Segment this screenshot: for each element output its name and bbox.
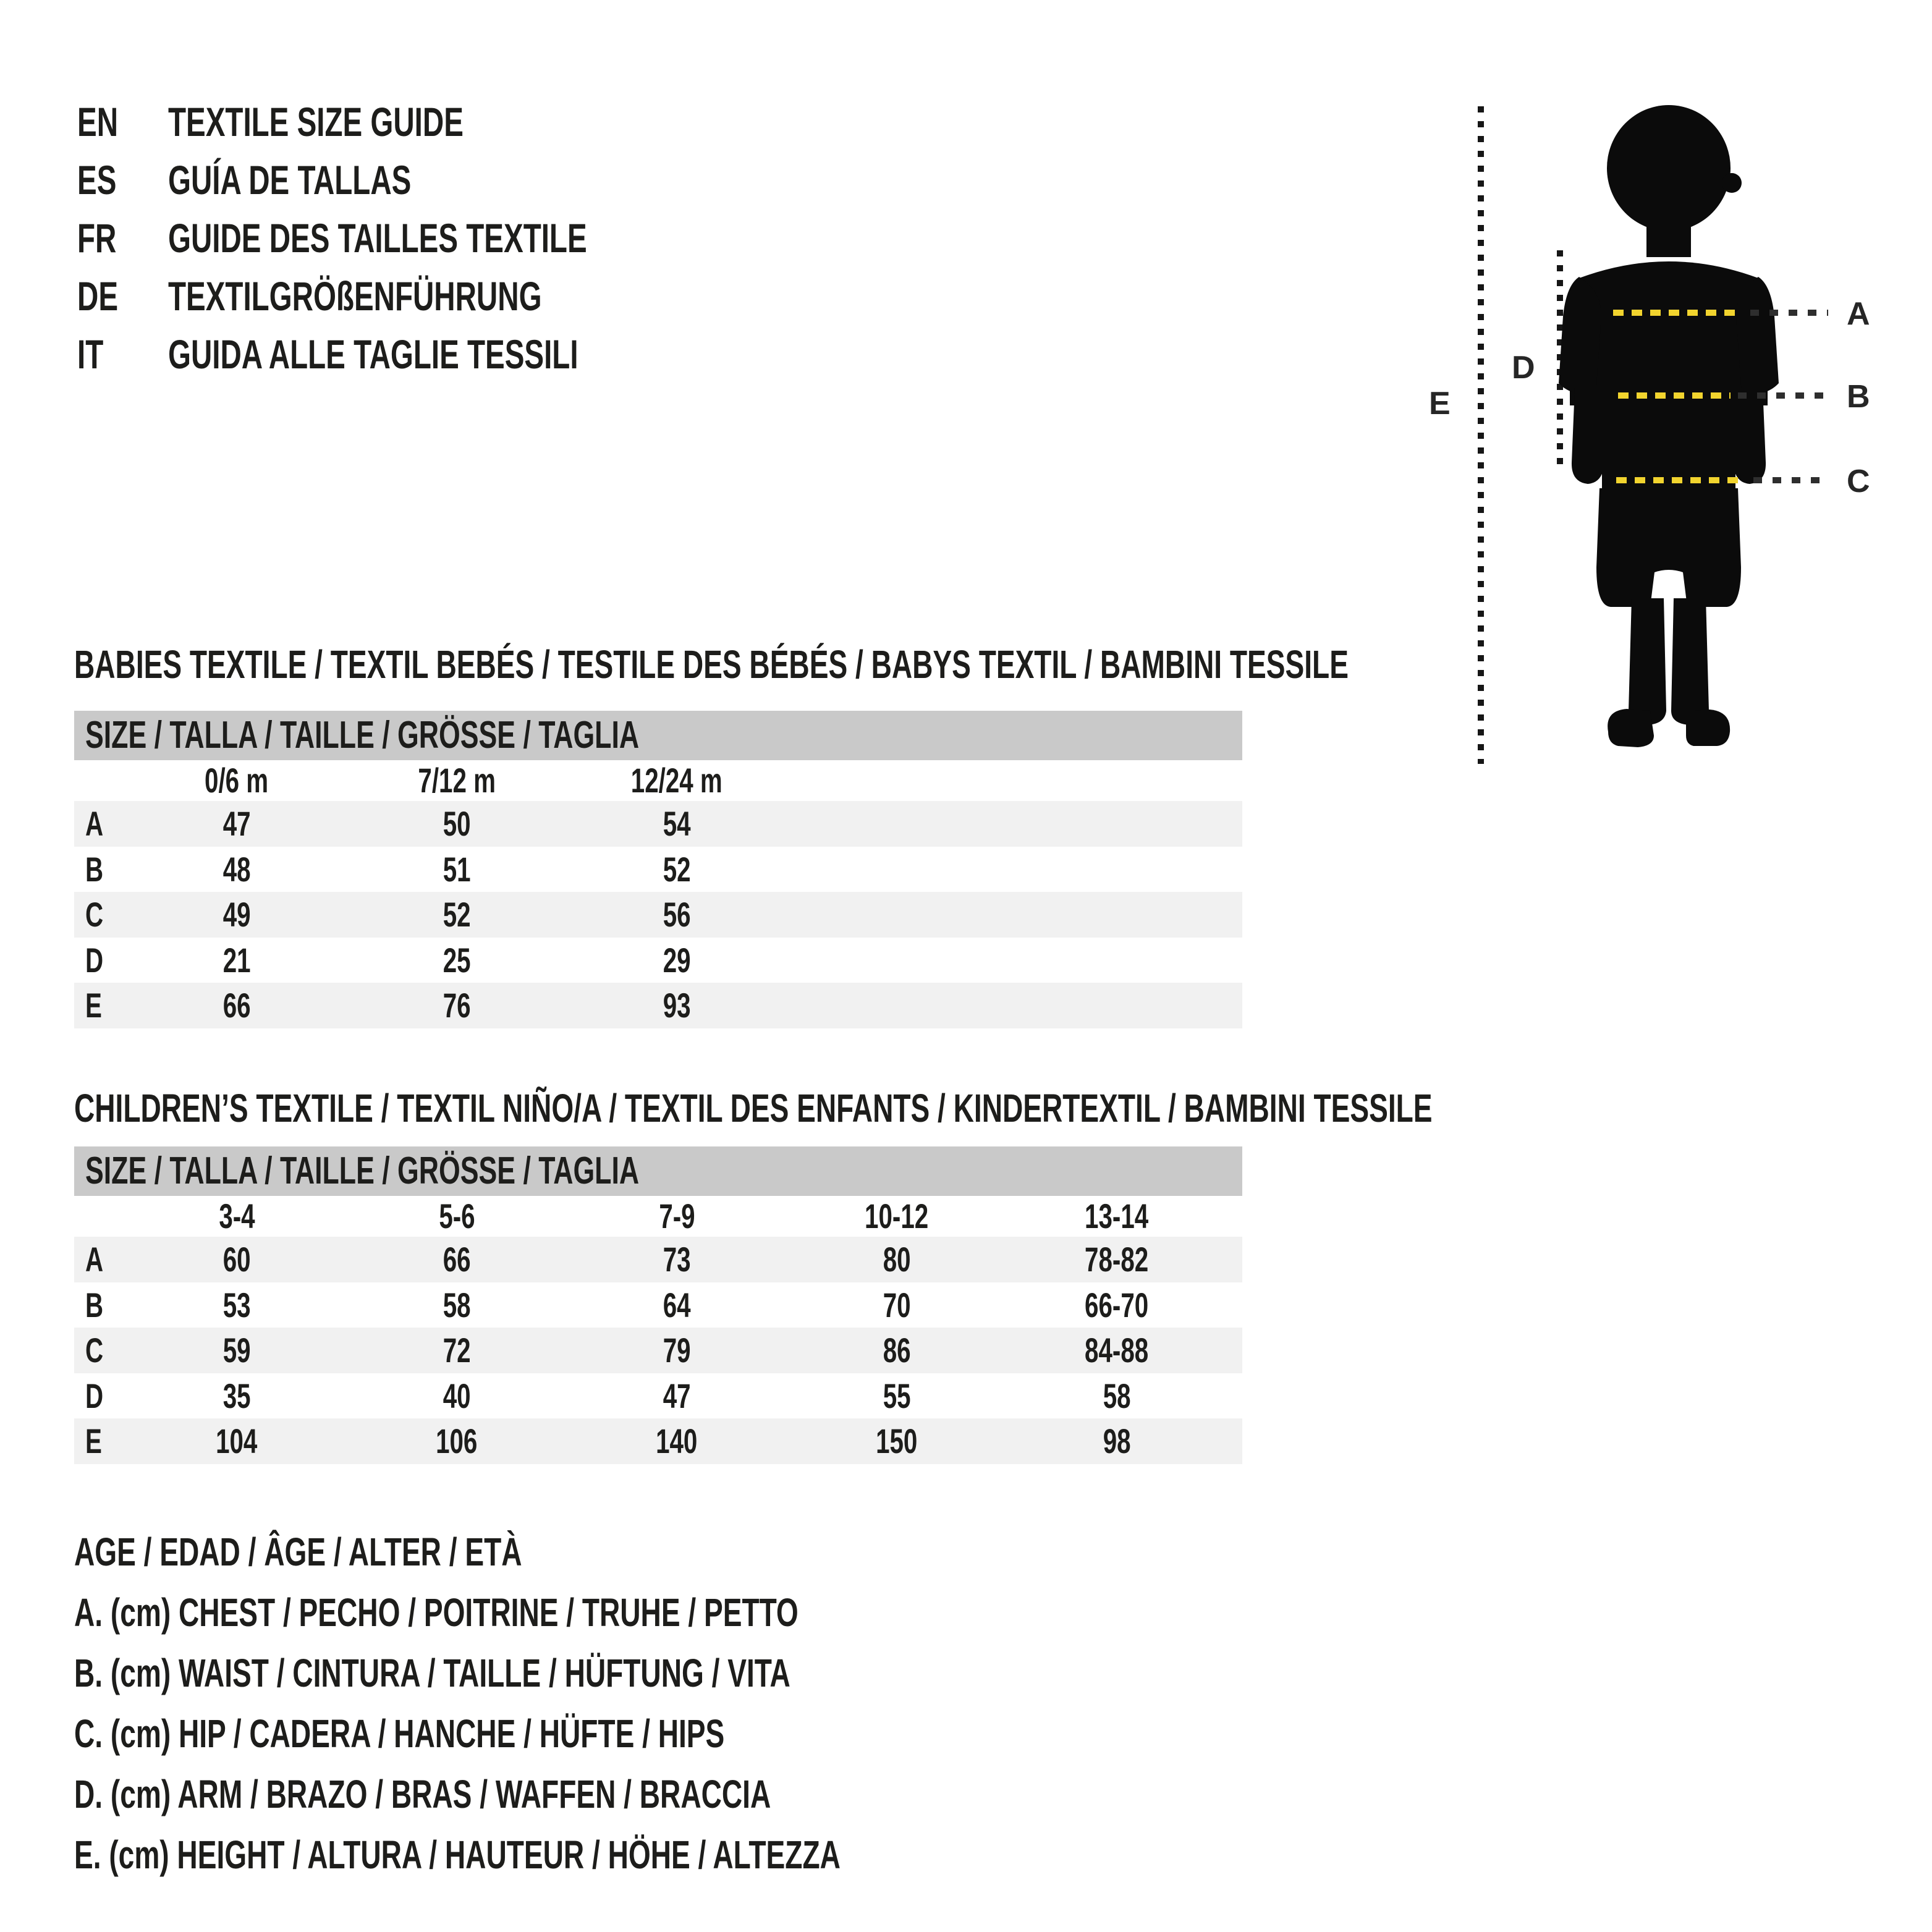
table-cell: 54 bbox=[663, 804, 691, 843]
children-column-header: 3-4 bbox=[218, 1197, 255, 1235]
table-row bbox=[74, 1237, 1242, 1282]
table-cell: 40 bbox=[443, 1376, 471, 1415]
row-label: E bbox=[85, 986, 102, 1025]
table-cell: 49 bbox=[222, 895, 251, 934]
language-title-es: GUÍA DE TALLAS bbox=[168, 157, 412, 203]
row-label: E bbox=[85, 1421, 102, 1461]
children-column-header: 7-9 bbox=[658, 1197, 695, 1235]
babies-size-table bbox=[74, 711, 1242, 1028]
language-title-it: GUIDA ALLE TAGLIE TESSILI bbox=[168, 331, 578, 377]
table-cell: 29 bbox=[663, 940, 691, 980]
table-cell: 60 bbox=[222, 1240, 251, 1279]
table-cell: 47 bbox=[222, 804, 251, 843]
row-label: A bbox=[85, 1240, 104, 1279]
language-row-en bbox=[0, 93, 1112, 151]
table-cell: 59 bbox=[222, 1331, 251, 1370]
language-code-es: ES bbox=[77, 157, 117, 203]
row-label: B bbox=[85, 849, 104, 889]
table-row bbox=[74, 801, 1242, 847]
table-cell: 66-70 bbox=[1085, 1285, 1149, 1324]
table-cell: 47 bbox=[663, 1376, 691, 1415]
row-label: C bbox=[85, 1331, 104, 1370]
language-row-fr bbox=[0, 209, 1112, 267]
measurement-legend bbox=[0, 1522, 1064, 1885]
chest-label: A bbox=[1847, 296, 1870, 332]
table-cell: 48 bbox=[222, 849, 251, 889]
babies-column-header-row bbox=[74, 760, 1242, 801]
legend-line-arm: D. (cm) ARM / BRAZO / BRAS / WAFFEN / BRACCIA bbox=[74, 1772, 771, 1816]
table-row bbox=[74, 983, 1242, 1028]
table-cell: 93 bbox=[663, 986, 691, 1025]
language-code-en: EN bbox=[77, 99, 119, 145]
legend-line-height: E. (cm) HEIGHT / ALTURA / HAUTEUR / HÖHE / ALTEZZA bbox=[74, 1832, 841, 1877]
table-cell: 70 bbox=[883, 1285, 911, 1324]
language-row-it bbox=[0, 325, 1112, 383]
waist-label: B bbox=[1847, 379, 1870, 415]
table-cell: 76 bbox=[443, 986, 471, 1025]
row-label: B bbox=[85, 1285, 104, 1324]
hip-label: C bbox=[1847, 464, 1870, 499]
table-cell: 73 bbox=[663, 1240, 691, 1279]
table-row bbox=[74, 1418, 1242, 1464]
table-row bbox=[74, 1373, 1242, 1419]
table-cell: 25 bbox=[443, 940, 471, 980]
table-cell: 52 bbox=[443, 895, 471, 934]
table-cell: 21 bbox=[222, 940, 251, 980]
table-cell: 140 bbox=[656, 1421, 698, 1461]
children-size-header-band: SIZE / TALLA / TAILLE / GRÖSSE / TAGLIA bbox=[74, 1146, 1242, 1196]
table-cell: 104 bbox=[216, 1421, 258, 1461]
table-cell: 51 bbox=[443, 849, 471, 889]
language-row-de bbox=[0, 267, 1112, 325]
babies-size-header-band: SIZE / TALLA / TAILLE / GRÖSSE / TAGLIA bbox=[74, 711, 1242, 760]
children-column-header: 5-6 bbox=[438, 1197, 475, 1235]
table-cell: 150 bbox=[876, 1421, 918, 1461]
table-cell: 55 bbox=[883, 1376, 911, 1415]
legend-line-hip: C. (cm) HIP / CADERA / HANCHE / HÜFTE / HIPS bbox=[74, 1711, 725, 1756]
table-row bbox=[74, 1282, 1242, 1328]
language-code-de: DE bbox=[77, 273, 119, 319]
language-title-en: TEXTILE SIZE GUIDE bbox=[168, 99, 464, 145]
language-title-de: TEXTILGRÖßENFÜHRUNG bbox=[168, 273, 542, 319]
table-cell: 98 bbox=[1103, 1421, 1131, 1461]
legend-line-waist: B. (cm) WAIST / CINTURA / TAILLE / HÜFTUNG / VITA bbox=[74, 1651, 790, 1695]
babies-column-header: 0/6 m bbox=[205, 761, 269, 800]
table-cell: 79 bbox=[663, 1331, 691, 1370]
table-row bbox=[74, 938, 1242, 983]
table-cell: 66 bbox=[443, 1240, 471, 1279]
table-cell: 52 bbox=[663, 849, 691, 889]
table-cell: 58 bbox=[1103, 1376, 1131, 1415]
table-cell: 50 bbox=[443, 804, 471, 843]
language-code-fr: FR bbox=[77, 215, 117, 261]
children-column-header: 13-14 bbox=[1085, 1197, 1149, 1235]
table-cell: 84-88 bbox=[1085, 1331, 1149, 1370]
table-row bbox=[74, 1328, 1242, 1373]
babies-column-header: 7/12 m bbox=[418, 761, 496, 800]
table-cell: 72 bbox=[443, 1331, 471, 1370]
table-cell: 86 bbox=[883, 1331, 911, 1370]
table-cell: 66 bbox=[222, 986, 251, 1025]
table-cell bbox=[74, 760, 127, 801]
children-column-header-row bbox=[74, 1196, 1242, 1237]
language-title-fr: GUIDE DES TAILLES TEXTILE bbox=[168, 215, 587, 261]
legend-line-age: AGE / EDAD / ÂGE / ALTER / ETÀ bbox=[74, 1530, 522, 1574]
table-cell: 78-82 bbox=[1085, 1240, 1149, 1279]
language-code-it: IT bbox=[77, 331, 104, 377]
table-cell: 106 bbox=[436, 1421, 478, 1461]
row-label: D bbox=[85, 1376, 104, 1415]
table-cell: 53 bbox=[222, 1285, 251, 1324]
row-label: A bbox=[85, 804, 104, 843]
babies-column-header: 12/24 m bbox=[631, 761, 722, 800]
table-cell: 56 bbox=[663, 895, 691, 934]
table-cell: 35 bbox=[222, 1376, 251, 1415]
table-cell: 64 bbox=[663, 1285, 691, 1324]
table-cell: 80 bbox=[883, 1240, 911, 1279]
children-size-table bbox=[74, 1146, 1242, 1464]
language-row-es bbox=[0, 151, 1112, 209]
row-label: C bbox=[85, 895, 104, 934]
children-section-title: CHILDREN’S TEXTILE / TEXTIL NIÑO/A / TEXTIL DES ENFANTS / KINDERTEXTIL / BAMBINI TESSILE bbox=[74, 1086, 1433, 1130]
row-label: D bbox=[85, 940, 104, 980]
table-row bbox=[74, 892, 1242, 938]
table-cell: 58 bbox=[443, 1285, 471, 1324]
arm-label: D bbox=[1512, 350, 1535, 386]
table-cell bbox=[74, 1196, 127, 1237]
babies-section-title: BABIES TEXTILE / TEXTIL BEBÉS / TESTILE DES BÉBÉS / BABYS TEXTIL / BAMBINI TESSILE bbox=[74, 642, 1349, 687]
legend-line-chest: A. (cm) CHEST / PECHO / POITRINE / TRUHE / PETTO bbox=[74, 1590, 799, 1635]
table-row bbox=[74, 847, 1242, 892]
children-column-header: 10-12 bbox=[865, 1197, 929, 1235]
height-label: E bbox=[1429, 386, 1451, 422]
